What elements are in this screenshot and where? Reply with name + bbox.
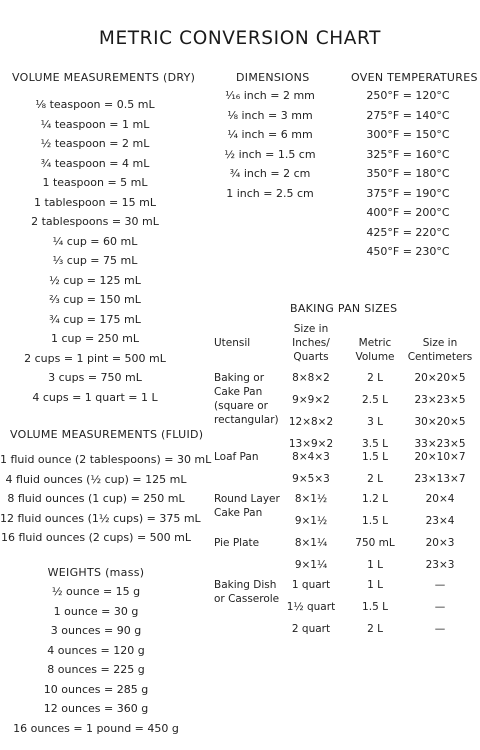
baking-pan-heading: BAKING PAN SIZES (290, 302, 398, 315)
weights-row: 8 ounces = 225 g (47, 663, 145, 676)
pan-size-in-cell: 8×1¼ (294, 537, 328, 549)
oven-row: 450°F = 230°C (366, 245, 450, 258)
dimensions-row: ½ inch = 1.5 cm (224, 147, 316, 161)
volume-dry-row: ⅔ cup = 150 mL (49, 293, 141, 306)
pan-size-cm-cell: 20×3 (425, 537, 455, 549)
col-size-cm-header: Size in Centimeters (407, 337, 473, 363)
volume-fluid-heading: VOLUME MEASUREMENTS (FLUID) (10, 428, 204, 441)
volume-dry-row: ¼ cup = 60 mL (52, 234, 138, 248)
volume-dry-heading: VOLUME MEASUREMENTS (DRY) (12, 71, 196, 84)
dimensions-row: ¾ inch = 2 cm (229, 167, 311, 180)
pan-metric-cell: 750 mL (355, 537, 395, 549)
pan-metric-cell: 2 L (367, 473, 383, 485)
weights-row: 10 ounces = 285 g (43, 682, 149, 696)
page-title: METRIC CONVERSION CHART (98, 28, 382, 49)
pan-metric-cell: 1.5 L (362, 515, 388, 527)
oven-row: 400°F = 200°C (366, 206, 450, 219)
pan-size-in-cell: 8×8×2 (292, 372, 330, 384)
volume-dry-row: ⅛ teaspoon = 0.5 mL (35, 98, 155, 111)
pan-size-in-cell: 13×9×2 (288, 438, 334, 450)
pan-size-cm-cell: 23×13×7 (414, 473, 466, 485)
pan-metric-cell: 3.5 L (362, 438, 388, 450)
pan-size-cm-cell: 20×4 (425, 493, 455, 505)
weights-row: 3 ounces = 90 g (50, 624, 142, 637)
pan-size-cm-cell: 20×10×7 (414, 451, 466, 463)
dimensions-row: ¼ inch = 6 mm (227, 128, 313, 141)
pan-metric-cell: 3 L (367, 416, 383, 428)
pan-metric-cell: 1.5 L (362, 451, 388, 463)
volume-dry-row: ½ cup = 125 mL (49, 273, 141, 287)
weights-row: 12 ounces = 360 g (43, 702, 149, 715)
volume-dry-row: 1 tablespoon = 15 mL (33, 195, 157, 209)
pan-size-in-cell: 9×5×3 (292, 473, 330, 485)
volume-dry-row: 3 cups = 750 mL (48, 371, 142, 384)
oven-row: 375°F = 190°C (366, 186, 450, 200)
volume-fluid-row: 8 fluid ounces (1 cup) = 250 mL (7, 492, 185, 505)
pan-size-in-cell: 9×1½ (294, 515, 328, 527)
pan-size-in-cell: 8×4×3 (292, 451, 330, 463)
oven-row: 325°F = 160°C (366, 147, 450, 161)
pan-size-cm-cell: 30×20×5 (414, 416, 466, 428)
pan-utensil: Round Layer Cake Pan (214, 493, 280, 519)
pan-metric-cell: 2 L (367, 372, 383, 384)
dimensions-heading: DIMENSIONS (236, 71, 310, 84)
pan-size-in-cell: 9×1¼ (294, 559, 328, 571)
volume-dry-row: 1 teaspoon = 5 mL (42, 176, 148, 189)
volume-dry-row: 1 cup = 250 mL (50, 332, 140, 345)
pan-metric-cell: 1.2 L (362, 493, 388, 505)
col-size-in-header: Size in Inches/ Quarts (292, 323, 330, 363)
pan-utensil: Pie Plate (214, 537, 260, 549)
oven-row: 250°F = 120°C (366, 89, 450, 102)
pan-size-cm-cell: — (434, 623, 446, 635)
pan-size-cm-cell: 23×3 (425, 559, 455, 571)
weights-row: 16 ounces = 1 pound = 450 g (13, 721, 179, 735)
dimensions-row: 1 inch = 2.5 cm (226, 186, 314, 200)
volume-dry-row: ¼ teaspoon = 1 mL (40, 117, 150, 131)
volume-dry-row: 2 tablespoons = 30 mL (31, 215, 159, 228)
pan-size-cm-cell: 33×23×5 (414, 438, 466, 450)
volume-fluid-row: 4 fluid ounces (½ cup) = 125 mL (5, 472, 187, 486)
pan-size-cm-cell: 23×4 (425, 515, 455, 527)
pan-size-in-cell: 9×9×2 (292, 394, 330, 406)
pan-size-in-cell: 1½ quart (286, 601, 336, 613)
pan-size-cm-cell: 20×20×5 (414, 372, 466, 384)
dimensions-row: ⅛ inch = 3 mm (227, 108, 313, 122)
volume-dry-row: ¾ teaspoon = 4 mL (40, 156, 150, 170)
volume-dry-row: 2 cups = 1 pint = 500 mL (24, 351, 166, 365)
pan-metric-cell: 1 L (367, 579, 383, 591)
volume-dry-row: ½ teaspoon = 2 mL (40, 137, 150, 150)
pan-metric-cell: 2.5 L (362, 394, 388, 406)
pan-size-in-cell: 2 quart (291, 623, 331, 635)
volume-fluid-row: 12 fluid ounces (1½ cups) = 375 mL (0, 511, 201, 525)
pan-utensil: Baking or Cake Pan (square or rectangular) (214, 372, 279, 426)
col-metric-header: Metric Volume (355, 337, 395, 363)
weights-row: 1 ounce = 30 g (53, 604, 139, 618)
pan-size-in-cell: 8×1½ (294, 493, 328, 505)
volume-dry-row: ⅓ cup = 75 mL (52, 254, 138, 267)
pan-metric-cell: 1.5 L (362, 601, 388, 613)
oven-row: 350°F = 180°C (366, 167, 450, 180)
oven-heading: OVEN TEMPERATURES (351, 71, 478, 84)
volume-fluid-row: 1 fluid ounce (2 tablespoons) = 30 mL (0, 453, 212, 466)
pan-size-cm-cell: — (434, 579, 446, 591)
volume-dry-row: ¾ cup = 175 mL (49, 312, 141, 326)
volume-fluid-row: 16 fluid ounces (2 cups) = 500 mL (0, 531, 191, 544)
volume-dry-row: 4 cups = 1 quart = 1 L (32, 390, 158, 404)
pan-metric-cell: 2 L (367, 623, 383, 635)
oven-row: 300°F = 150°C (366, 128, 450, 141)
weights-row: ½ ounce = 15 g (51, 585, 141, 598)
pan-size-in-cell: 1 quart (291, 579, 331, 591)
pan-size-cm-cell: 23×23×5 (414, 394, 466, 406)
col-utensil-header: Utensil (214, 337, 251, 349)
weights-heading: WEIGHTS (mass) (47, 566, 145, 579)
oven-row: 275°F = 140°C (366, 108, 450, 122)
pan-utensil: Baking Dish or Casserole (214, 579, 280, 605)
pan-metric-cell: 1 L (367, 559, 383, 571)
pan-size-cm-cell: — (434, 601, 446, 613)
pan-utensil: Loaf Pan (214, 451, 259, 463)
pan-size-in-cell: 12×8×2 (288, 416, 334, 428)
oven-row: 425°F = 220°C (366, 225, 450, 239)
dimensions-row: ¹⁄₁₆ inch = 2 mm (225, 89, 315, 102)
weights-row: 4 ounces = 120 g (47, 643, 145, 657)
